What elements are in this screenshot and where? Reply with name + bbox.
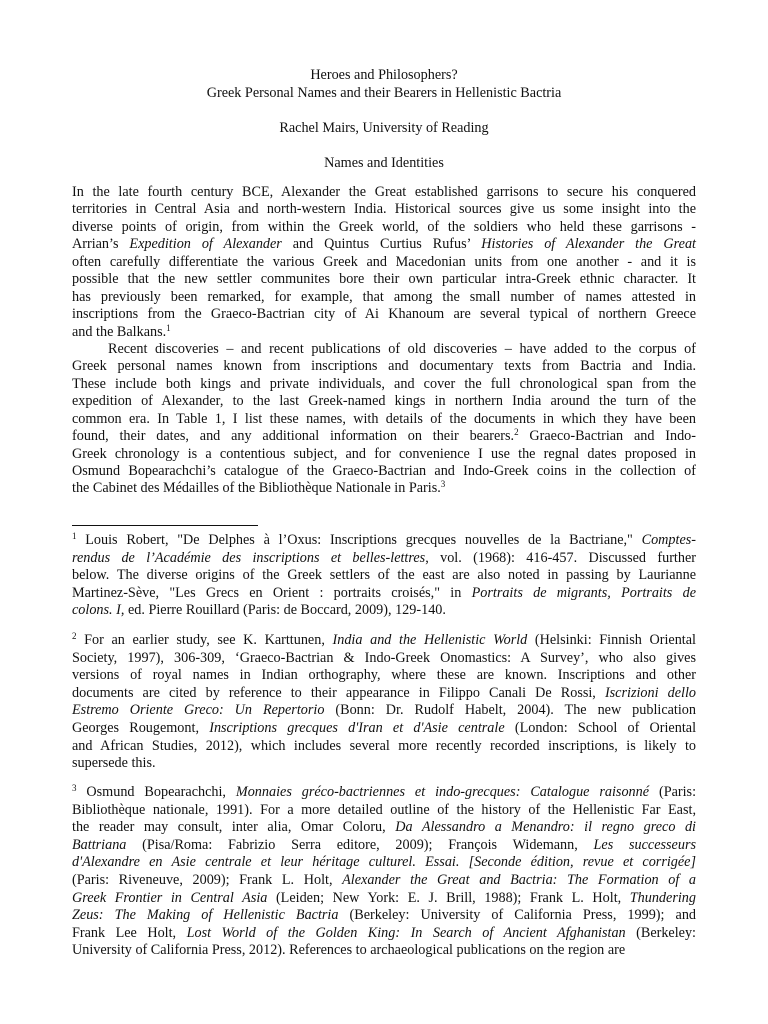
- italic-title: Iscrizioni dello: [604, 684, 696, 701]
- text-line: $^2$ For an earlier study, see K. Karttunen, India and the Hellenistic World (Helsinki: Finnish Oriental: [72, 631, 696, 648]
- text-line: below. The diverse origins of the Greek settlers of the east are also noted in passing by Laurianne: [72, 567, 696, 584]
- italic-title: Zeus: The Making of Hellenistic Bactria: [72, 907, 339, 924]
- text-line: $^1$ Louis Robert, "De Delphes à l’Oxus: Inscriptions grecques nouvelles de la Bactriane," Comptes-: [72, 531, 696, 548]
- text-line: often carefully differentiate the various Greek and Macedonian units from one another - and it is: [72, 253, 696, 270]
- italic-title: Alexander the Great and Bactria: The Formation of a: [342, 871, 697, 888]
- text-line: and the Balkans.$^1$: [72, 322, 171, 340]
- title-block: [72, 67, 696, 172]
- text-line: Greek personal names known from inscriptions and documentary texts from Bactria and India.: [72, 358, 696, 375]
- text-line: and African Studies, 2012), which includes several more recently recorded inscriptions, is likely to: [72, 737, 696, 754]
- text-line: Society, 1997), 306-309, ‘Graeco-Bactrian & Indo-Greek Onomastics: A Survey’, who also gives: [72, 649, 696, 666]
- footnote-1: [72, 532, 696, 620]
- text-line: common era. In Table 1, I list these names, with details of the documents in which they have been: [72, 410, 696, 427]
- text-line: found, their dates, and any additional information on their bearers.$^2$ Graeco-Bactrian and Indo-: [72, 427, 696, 445]
- footnote-marker[interactable]: 3: [440, 479, 446, 490]
- footnote-marker[interactable]: 1: [166, 322, 171, 333]
- author-line: Rachel Mairs, University of Reading: [279, 119, 489, 136]
- italic-title: Estremo Oriente Greco: Un Repertorio: [72, 702, 325, 719]
- text-line: territories in Central Asia and north-western India. Historical sources give us some insight into the: [72, 201, 696, 218]
- text-line: Georges Rougemont, Inscriptions grecques d'Iran et d'Asie centrale (London: School of Oriental: [72, 719, 697, 736]
- text-line: rendus de l’Académie des inscriptions et belles-lettres, vol. (1968): 416-457. Discussed further: [72, 549, 696, 566]
- text-line: Greek Frontier in Central Asia (Leiden; New York: E. J. Brill, 1988); Frank L. Holt, Thundering: [72, 889, 696, 906]
- text-line: has previously been remarked, for example, that among the small number of names attested in: [72, 288, 696, 305]
- text-line: [72, 854, 696, 872]
- text-line: documents are cited by reference to their appearance in Filippo Canali De Rossi, Iscrizioni dello: [72, 684, 696, 701]
- footnote-2: [72, 632, 696, 773]
- italic-title: Les successeurs: [593, 836, 696, 853]
- body-text: [72, 184, 696, 498]
- italic-title: d'Alexandre en Asie centrale et leur héritage culturel. Essai. [Seconde édition, revue et corrigée]: [72, 854, 696, 871]
- text-line: Estremo Oriente Greco: Un Repertorio (Bonn: Dr. Rudolf Habelt, 2004). The new publication: [72, 702, 696, 719]
- text-line: Arrian’s Expedition of Alexander and Quintus Curtius Rufus’ Histories of Alexander the Great: [72, 236, 696, 253]
- paper-title: Heroes and Philosophers?: [310, 67, 458, 83]
- italic-title: colons. I: [72, 602, 121, 619]
- paragraph-1: [72, 184, 696, 341]
- italic-title: Greek Frontier in Central Asia: [72, 889, 268, 906]
- italic-title: Monnaies gréco-bactriennes et indo-grecques: Catalogue raisonné: [235, 784, 650, 800]
- italic-title: Portraits de migrants, Portraits de: [471, 584, 696, 601]
- footnote-marker[interactable]: 3: [72, 783, 77, 793]
- italic-title: Battriana: [72, 836, 127, 853]
- text-line: Greek chronology is a contentious subject, and for convenience I use the regnal dates proposed in: [72, 445, 696, 462]
- italic-title: Inscriptions grecques d'Iran et d'Asie centrale: [209, 719, 505, 736]
- section-heading: Names and Identities: [324, 154, 444, 171]
- text-line: Battriana (Pisa/Roma: Fabrizio Serra editore, 2009); François Widemann, Les successeurs: [72, 836, 696, 853]
- text-line: diverse points of origin, from within the Greek world, of the soldiers who held these garrisons -: [72, 218, 696, 235]
- text-line: the reader may consult, inter alia, Omar Coloru, Da Alessandro a Menandro: il regno greco di: [72, 819, 696, 836]
- italic-title: India and the Hellenistic World: [332, 632, 528, 648]
- italic-title: Thundering: [629, 889, 696, 906]
- text-line: Recent discoveries – and recent publications of old discoveries – have added to the corpus of: [108, 340, 696, 357]
- italic-title: Comptes-: [641, 532, 696, 548]
- text-line: the Cabinet des Médailles of the Bibliothèque Nationale in Paris.$^3$: [72, 479, 446, 497]
- text-line: In the late fourth century BCE, Alexander the Great established garrisons to secure his conquered: [72, 184, 696, 200]
- text-line: These include both kings and private individuals, and cover the full chronological span from the: [72, 375, 696, 392]
- text-line: inscriptions from the Graeco-Bactrian city of Ai Khanoum are several typical of northern Greece: [72, 306, 696, 323]
- italic-title: Histories of Alexander the Great: [481, 236, 696, 253]
- italic-title: Expedition of Alexander: [129, 236, 282, 253]
- text-line: University of California Press, 2012). References to archaeological publications on the region are: [72, 942, 626, 959]
- footnote-3: [72, 784, 696, 960]
- paragraph-2: [72, 341, 696, 498]
- text-line: Osmund Bopearachchi’s catalogue of the Graeco-Bactrian and Indo-Greek coins in the collection of: [72, 463, 696, 479]
- text-line: $^3$ Osmund Bopearachchi, Monnaies gréco-bactriennes et indo-grecques: Catalogue raisonné (Paris:: [72, 783, 697, 800]
- text-line: Bibliothèque nationale, 1991). For a more detailed outline of the history of the Hellenistic Far East,: [72, 801, 696, 818]
- italic-title: Lost World of the Golden King: In Search of Ancient Afghanistan: [186, 924, 626, 941]
- text-line: Martinez-Sève, "Les Grecs en Orient : portraits croisés," in Portraits de migrants, Portraits de: [72, 584, 696, 601]
- footnote-marker[interactable]: 2: [72, 631, 77, 641]
- text-line: supersede this.: [72, 755, 156, 772]
- text-line: colons. I, ed. Pierre Rouillard (Paris: de Boccard, 2009), 129-140.: [72, 602, 446, 619]
- text-line: Zeus: The Making of Hellenistic Bactria (Berkeley: University of California Press, 1999); and: [72, 907, 697, 924]
- footnote-marker[interactable]: 2: [514, 427, 519, 438]
- text-line: (Paris: Riveneuve, 2009); Frank L. Holt, Alexander the Great and Bactria: The Formation of a: [72, 871, 697, 888]
- italic-title: Da Alessandro a Menandro: il regno greco di: [395, 819, 696, 836]
- paper-subtitle: Greek Personal Names and their Bearers in Hellenistic Bactria: [206, 84, 562, 101]
- footnote-separator: [72, 525, 258, 526]
- text-line: Frank Lee Holt, Lost World of the Golden King: In Search of Ancient Afghanistan (Berkeley:: [72, 924, 697, 941]
- text-line: possible that the new settler communites bore their own particular intra-Greek ethnic character. It: [72, 271, 696, 288]
- text-line: versions of royal names in Indian orthography, where these are known. Inscriptions and other: [72, 667, 696, 684]
- italic-title: rendus de l’Académie des inscriptions et belles-lettres: [72, 549, 426, 566]
- text-line: expedition of Alexander, to the last Greek-named kings in northern India around the turn of the: [72, 393, 696, 410]
- footnote-marker[interactable]: 1: [72, 531, 77, 541]
